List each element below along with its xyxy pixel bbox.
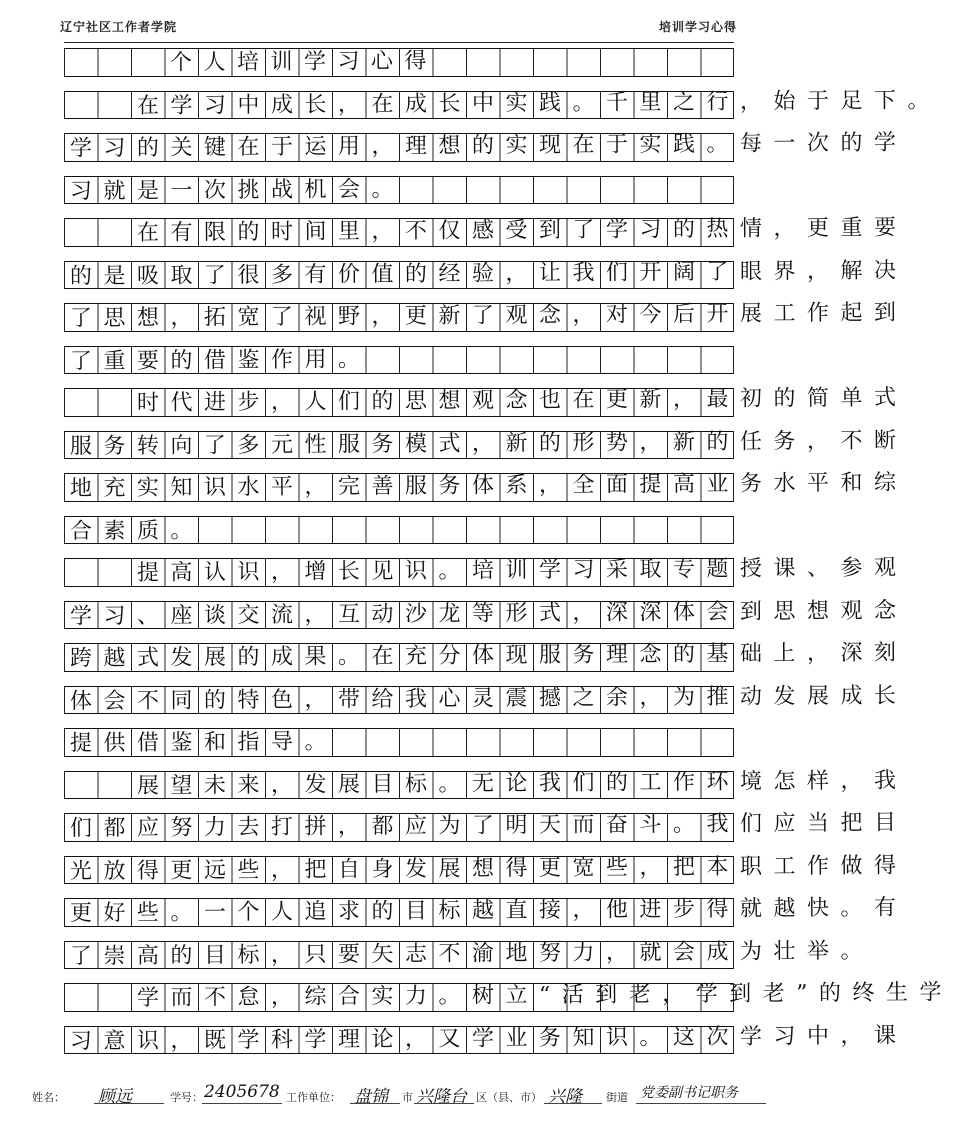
handwritten-line: 了崇高的目标，只要矢志不渝地努力，就会成为壮举。 bbox=[69, 938, 875, 970]
street-suffix: 街道 bbox=[606, 1091, 628, 1104]
handwritten-line: 们都应努力去打拼，都应为了明天而奋斗。我们应当把目 bbox=[69, 810, 908, 842]
street-value: 兴隆 bbox=[548, 1087, 582, 1107]
handwritten-line: 在有限的时间里，不仅感受到了学习的热情，更重要 bbox=[136, 215, 908, 247]
street-underline bbox=[544, 1103, 602, 1104]
handwritten-line: 学而不怠，综合实力。树立“活到老，学到老”的终生学 bbox=[136, 980, 953, 1012]
district-underline bbox=[414, 1103, 474, 1104]
grid-row bbox=[64, 895, 908, 927]
handwritten-line: 习就是一次挑战机会。 bbox=[69, 176, 406, 205]
city-suffix: 市 bbox=[402, 1091, 413, 1104]
id-value: 2405678 bbox=[204, 1082, 280, 1102]
grid-row bbox=[64, 853, 908, 885]
grid-row bbox=[64, 48, 734, 77]
grid-row bbox=[64, 768, 908, 800]
grid-row bbox=[64, 258, 908, 290]
handwritten-line: 服务转向了多元性服务模式，新的形势，新的任务，不断 bbox=[69, 428, 908, 460]
handwritten-line: 体会不同的特色，带给我心灵震撼之余，为推动发展成长 bbox=[69, 683, 908, 715]
unit-label: 工作单位： bbox=[286, 1091, 341, 1104]
grid-row bbox=[64, 980, 953, 1012]
post-value: 党委副书记职务 bbox=[640, 1085, 738, 1101]
handwritten-line: 提高认识，增长见识。培训学习采取专题授课、参观 bbox=[136, 555, 908, 587]
grid-row bbox=[64, 385, 908, 417]
header-divider bbox=[64, 42, 734, 43]
handwritten-line: 了思想，拓宽了视野，更新了观念，对今后开展工作起到 bbox=[69, 300, 908, 332]
name-underline bbox=[94, 1103, 164, 1104]
handwritten-line: 跨越式发展的成果。在充分体现服务理念的基础上，深刻 bbox=[69, 640, 908, 672]
grid-row bbox=[64, 176, 734, 205]
document-type-title: 培训学习心得 bbox=[658, 20, 737, 34]
handwritten-line: 学习、座谈交流，互动沙龙等形式，深深体会到思想观念 bbox=[69, 598, 908, 630]
handwritten-line: 学习的关键在于运用，理想的实现在于实践。每一次的学 bbox=[69, 130, 908, 162]
id-underline bbox=[202, 1103, 282, 1104]
grid-row bbox=[64, 87, 942, 120]
grid-row bbox=[64, 683, 908, 715]
grid-row bbox=[64, 810, 908, 842]
grid-row bbox=[64, 215, 908, 247]
grid-row bbox=[64, 555, 908, 587]
grid-row bbox=[64, 470, 908, 502]
handwritten-line: 更好些。一个人追求的目标越直接，他进步得就越快。有 bbox=[69, 895, 908, 927]
grid-row bbox=[64, 598, 908, 630]
grid-row bbox=[64, 1023, 908, 1055]
footer-info bbox=[32, 1081, 772, 1109]
grid-row bbox=[64, 428, 908, 460]
institute-title: 辽宁社区工作者学院 bbox=[60, 20, 178, 34]
handwritten-line: 地充实知识水平，完善服务体系，全面提高业务水平和综 bbox=[69, 470, 908, 502]
district-suffix: 区（县、市） bbox=[476, 1091, 542, 1104]
handwritten-line: 了重要的借鉴作用。 bbox=[69, 346, 372, 375]
grid-row bbox=[64, 728, 734, 757]
post-underline bbox=[636, 1103, 766, 1104]
grid-row bbox=[64, 346, 734, 375]
grid-row bbox=[64, 938, 875, 970]
handwritten-line: 时代进步，人们的思想观念也在更新，最初的简单式 bbox=[136, 385, 908, 417]
grid-row bbox=[64, 516, 734, 545]
city-value: 盘锦 bbox=[354, 1087, 388, 1107]
grid-row bbox=[64, 300, 908, 332]
handwritten-line: 的是吸取了很多有价值的经验，让我们开阔了眼界，解决 bbox=[69, 258, 908, 290]
name-value: 顾远 bbox=[98, 1087, 132, 1107]
grid-row bbox=[64, 130, 908, 162]
grid-row bbox=[64, 640, 908, 672]
handwritten-line: 在学习中成长，在成长中实践。千里之行，始于足下。 bbox=[136, 87, 942, 119]
handwritten-line: 提供借鉴和指导。 bbox=[69, 729, 339, 757]
id-label: 学号： bbox=[170, 1091, 203, 1104]
city-underline bbox=[350, 1103, 400, 1104]
manuscript-grid bbox=[64, 48, 953, 1066]
district-value: 兴隆台 bbox=[416, 1087, 467, 1107]
handwritten-line: 习意识，既学科学理论，又学业务知识。这次学习中，课 bbox=[69, 1023, 908, 1055]
name-label: 姓名： bbox=[32, 1091, 65, 1104]
handwritten-line: 展望未来，发展目标。无论我们的工作环境怎样，我 bbox=[136, 768, 908, 799]
handwritten-line: 合素质。 bbox=[69, 518, 205, 545]
essay-title: 个人培训学习心得 bbox=[169, 48, 439, 76]
handwritten-line: 光放得更远些，把自身发展想得更宽些，把本职工作做得 bbox=[69, 853, 908, 885]
